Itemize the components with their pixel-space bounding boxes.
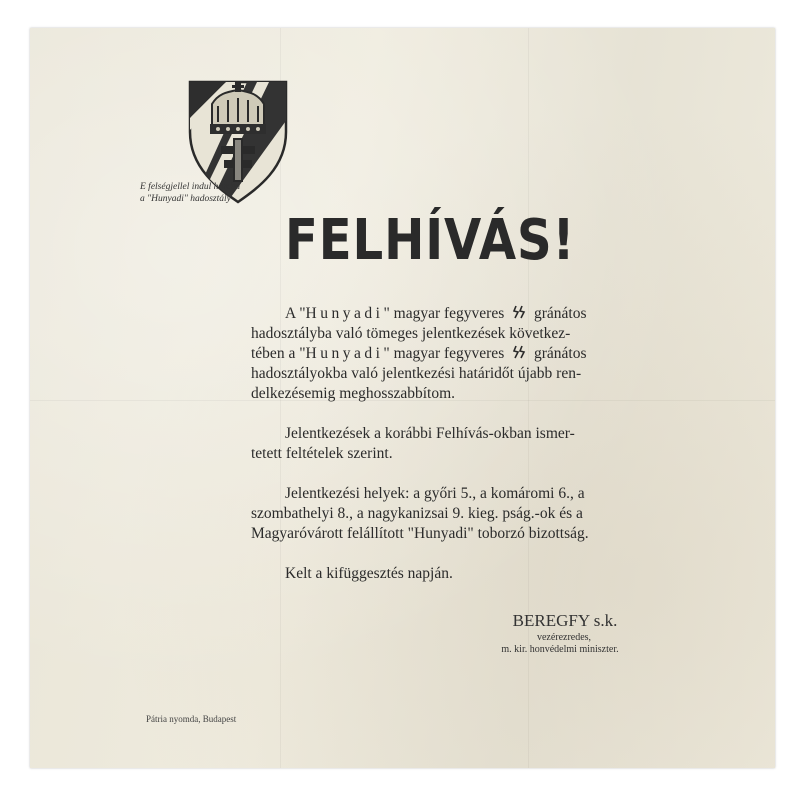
text-segment: gránátos bbox=[533, 345, 587, 362]
unit-name: Hunyadi bbox=[305, 345, 384, 362]
ss-runes-icon bbox=[512, 305, 526, 319]
paragraph-1-line-4: hadosztályokba való jelentkezési határidőt újabb ren- bbox=[251, 365, 582, 382]
text-segment: " magyar fegyveres bbox=[383, 345, 505, 362]
signatory-name: BEREGFY s.k. bbox=[512, 611, 618, 630]
signature-block bbox=[450, 610, 650, 656]
paragraph-1-line-2: hadosztályba való tömeges jelentkezések következ- bbox=[251, 325, 571, 342]
text-segment: A " bbox=[285, 305, 306, 322]
text-segment: gránátos bbox=[534, 305, 587, 322]
emblem-caption-line: a "Hunyadi" hadosztály bbox=[140, 194, 231, 204]
paragraph-2-line-1: Jelentkezések a korábbi Felhívás-okban ismer- bbox=[285, 425, 575, 442]
paragraph-3-line-3: Magyaróvárott felállított "Hunyadi" toborzó bizottság. bbox=[251, 525, 589, 542]
text-segment: tében a " bbox=[251, 345, 306, 362]
paragraph-3-line-1: Jelentkezési helyek: a győri 5., a komáromi 6., a bbox=[285, 485, 585, 502]
paragraph-spacer bbox=[251, 464, 651, 484]
closing-line: Kelt a kifüggesztés napján. bbox=[285, 565, 453, 582]
paragraph-1-line-3 bbox=[251, 344, 651, 364]
paragraph-1-line-1 bbox=[251, 304, 651, 324]
emblem-caption bbox=[140, 181, 320, 205]
paragraph-2-line-2: tetett feltételek szerint. bbox=[251, 445, 393, 462]
unit-name: Hunyadi bbox=[305, 305, 384, 322]
emblem-caption-line: E felségjellel indul harcba bbox=[140, 182, 241, 192]
printer-imprint: Pátria nyomda, Budapest bbox=[146, 714, 237, 724]
poster-title: FELHÍVÁS! bbox=[285, 208, 576, 273]
signatory-rank: vezérezredes, bbox=[536, 632, 592, 643]
paragraph-3-line-2: szombathelyi 8., a nagykanizsai 9. kieg. pság.-ok és a bbox=[251, 505, 583, 522]
ss-runes-icon bbox=[512, 345, 526, 359]
poster-body bbox=[251, 304, 651, 584]
paragraph-spacer bbox=[251, 404, 651, 424]
paragraph-1-line-5: delkezésemig meghosszabbítom. bbox=[251, 385, 456, 402]
signatory-title: m. kir. honvédelmi miniszter. bbox=[501, 644, 619, 655]
text-segment: " magyar fegyveres bbox=[383, 305, 505, 322]
paragraph-spacer bbox=[251, 544, 651, 564]
